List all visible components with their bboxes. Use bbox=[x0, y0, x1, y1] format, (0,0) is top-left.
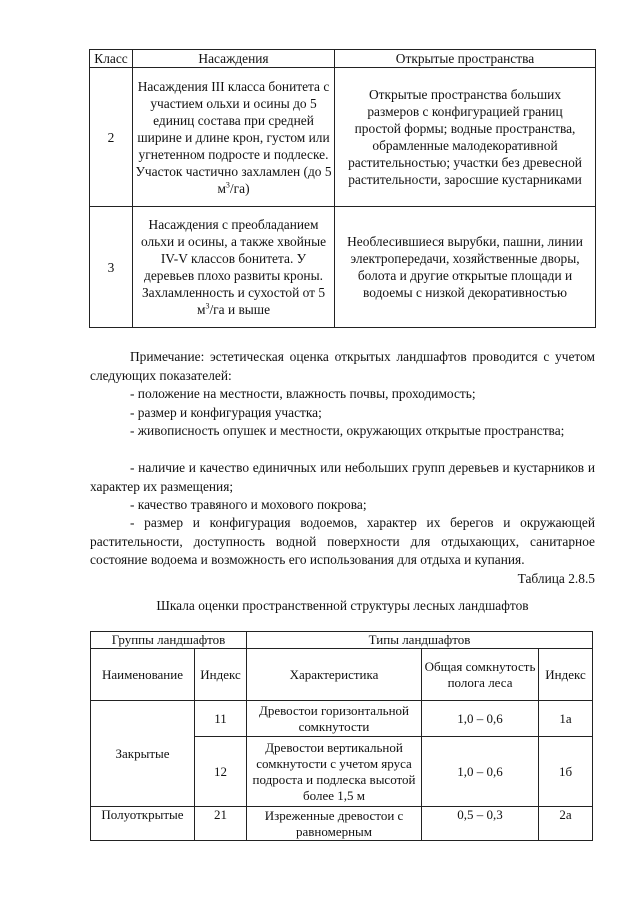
note-item: - наличие и качество единичных или небольших групп деревьев и кустарников и характер их размещения; bbox=[90, 460, 595, 494]
note-intro: Примечание: эстетическая оценка открытых ландшафтов проводится с учетом следующих показателей: bbox=[90, 349, 595, 383]
header-landscape-groups: Группы ландшафтов bbox=[91, 632, 247, 649]
code-cell: 2а bbox=[539, 807, 593, 841]
stand-cell: Насаждения III класса бонитета с участием ольхи и осины до 5 единиц состава при средней ширине и длине крон, густом или угнетенном подросте и подлеске. Участок частично захламлен (до 5 $м^3/га$) bbox=[133, 68, 335, 207]
density-cell: 0,5 – 0,3 bbox=[422, 807, 539, 841]
header-name: Наименование bbox=[91, 649, 195, 701]
note-item: - качество травяного и мохового покрова; bbox=[130, 497, 367, 512]
group-name-cell: Полуоткрытые bbox=[91, 807, 195, 841]
note-item: - размер и конфигурация водоемов, характер их берегов и окружающей растительности, доступность водной поверхности для отдыхающих, санитарное состояние водоема и возможность его использования для отдыха и купания. bbox=[90, 515, 595, 568]
note-item: - положение на местности, влажность почвы, проходимость; bbox=[130, 386, 476, 401]
header-code: Индекс bbox=[539, 649, 593, 701]
spatial-structure-table bbox=[90, 631, 593, 841]
table-row bbox=[90, 207, 596, 328]
index-cell: 11 bbox=[195, 701, 247, 737]
header-index: Индекс bbox=[195, 649, 247, 701]
note-item: - размер и конфигурация участка; bbox=[130, 405, 322, 420]
note-item: - живописность опушек и местности, окружающих открытые пространства; bbox=[130, 423, 565, 438]
density-cell: 1,0 – 0,6 bbox=[422, 701, 539, 737]
index-cell: 12 bbox=[195, 737, 247, 807]
class-cell: 2 bbox=[90, 68, 133, 207]
header-landscape-types: Типы ландшафтов bbox=[247, 632, 593, 649]
characteristic-cell: Древостои вертикальной сомкнутости с учетом яруса подроста и подлеска высотой более 1,5 м bbox=[247, 737, 422, 807]
table-header-row bbox=[90, 50, 596, 68]
open-space-cell: Открытые пространства больших размеров с конфигурацией границ простой формы; водные пространства, обрамленные малодекоративной растительностью; участки без древесной растительности, заросшие кустарниками bbox=[335, 68, 596, 207]
table-row bbox=[90, 68, 596, 207]
open-space-cell: Необлесившиеся вырубки, пашни, линии электропередачи, хозяйственные дворы, болота и другие открытые площади и водоемы с низкой декоративностью bbox=[335, 207, 596, 328]
header-stands: Насаждения bbox=[133, 50, 335, 68]
landscape-class-table bbox=[89, 49, 596, 328]
density-cell: 1,0 – 0,6 bbox=[422, 737, 539, 807]
header-open-spaces: Открытые пространства bbox=[335, 50, 596, 68]
header-class: Класс bbox=[90, 50, 133, 68]
code-cell: 1а bbox=[539, 701, 593, 737]
characteristic-cell: Древостои горизонтальной сомкнутости bbox=[247, 701, 422, 737]
table-row bbox=[91, 807, 593, 841]
characteristic-cell: Изреженные древостои с равномерным bbox=[247, 807, 422, 841]
code-cell: 1б bbox=[539, 737, 593, 807]
index-cell: 21 bbox=[195, 807, 247, 841]
table-title: Шкала оценки пространственной структуры лесных ландшафтов bbox=[156, 598, 529, 613]
table-label: Таблица 2.8.5 bbox=[517, 571, 595, 586]
table-row bbox=[91, 701, 593, 737]
table-header-row bbox=[91, 632, 593, 649]
stand-cell: Насаждения с преобладанием ольхи и осины, а также хвойные IV-V классов бонитета. У деревьев плохо развиты кроны. Захламленность и сухостой от 5 $м^3/га$ и выше bbox=[133, 207, 335, 328]
table-header-row bbox=[91, 649, 593, 701]
header-characteristic: Характеристика bbox=[247, 649, 422, 701]
header-canopy-density: Общая сомкнутость полога леса bbox=[422, 649, 539, 701]
group-name-cell: Закрытые bbox=[91, 701, 195, 807]
class-cell: 3 bbox=[90, 207, 133, 328]
